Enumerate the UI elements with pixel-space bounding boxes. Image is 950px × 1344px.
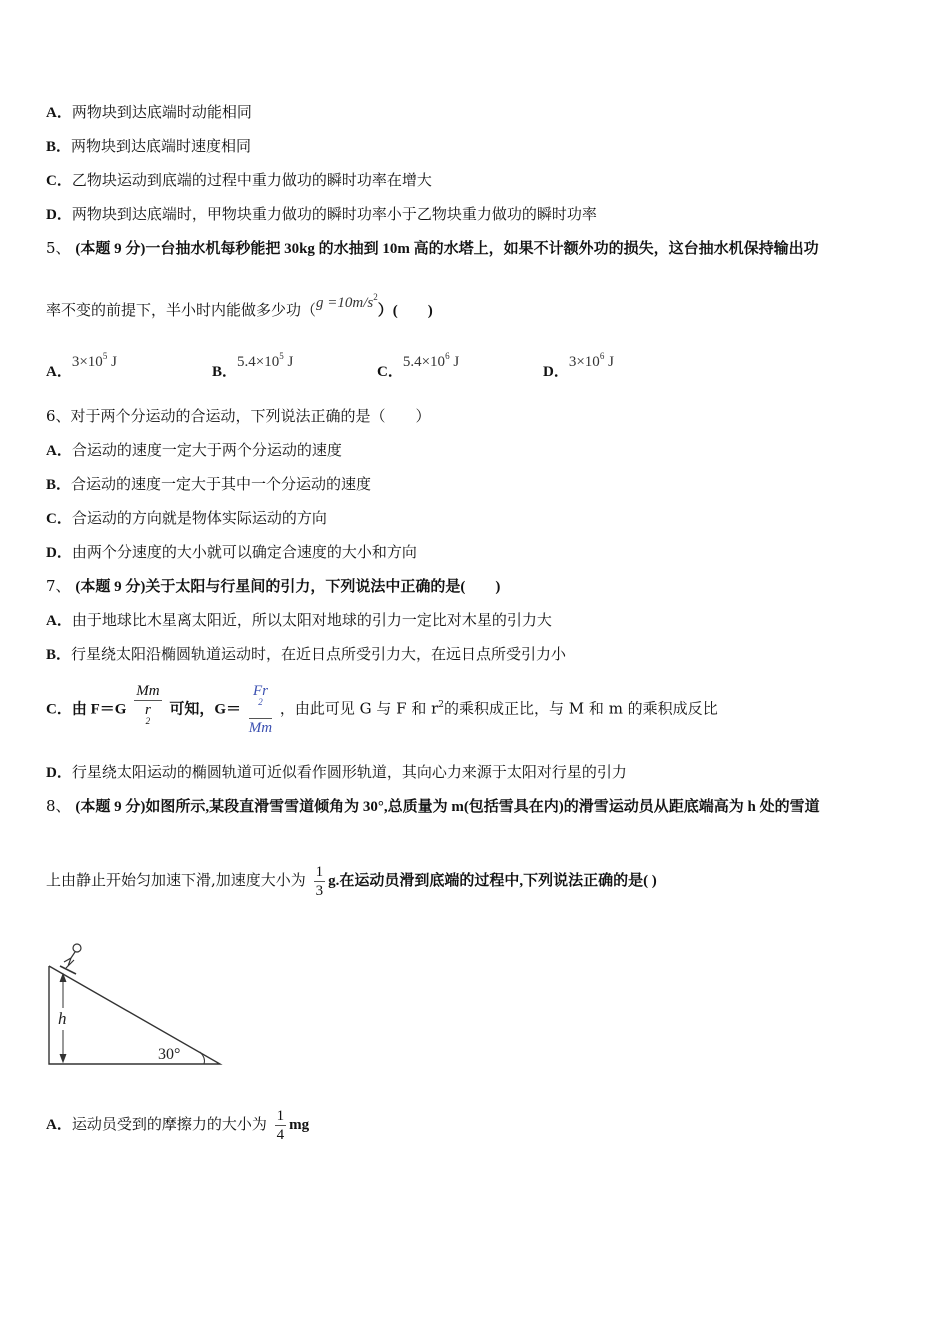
q4-option-a: A．两物块到达底端时动能相同 xyxy=(46,103,252,121)
q5-option-b: B．$5.4\times 10^5$ J xyxy=(212,351,294,380)
slope-diagram xyxy=(44,938,230,1072)
q5-stem-line1: 5、 (本题 9 分)一台抽水机每秒能把 30kg 的水抽到 10m 高的水塔上，如果不计额外功的损失，这台抽水机保持输出功 xyxy=(46,239,819,257)
fraction-one-third: $\frac{1}{3}$ xyxy=(315,863,324,899)
fraction-one-quarter: $\frac{1}{4}$ xyxy=(276,1107,285,1143)
q6-option-a: A．合运动的速度一定大于两个分运动的速度 xyxy=(46,441,342,459)
angle-arc xyxy=(200,1052,205,1064)
q6-option-c: C．合运动的方向就是物体实际运动的方向 xyxy=(46,509,327,527)
skier-icon xyxy=(60,944,81,974)
q5-option-d: D．$3\times 10^6$ J xyxy=(543,351,614,380)
q8-stem-line1: 8、 (本题 9 分)如图所示,某段直滑雪雪道倾角为 30°,总质量为 m(包括雪具在内)的滑雪运动员从距底端高为 h 处的雪道 xyxy=(46,797,820,815)
q7-option-a: A．由于地球比木星离太阳近，所以太阳对地球的引力一定比对木星的引力大 xyxy=(46,611,552,629)
q7-stem: 7、 (本题 9 分)关于太阳与行星间的引力，下列说法中正确的是( ) xyxy=(46,577,501,595)
q4-option-d: D．两物块到达底端时，甲物块重力做功的瞬时功率小于乙物块重力做功的瞬时功率 xyxy=(46,205,597,223)
q6-option-d: D．由两个分速度的大小就可以确定合速度的大小和方向 xyxy=(46,543,417,561)
q7-option-b: B．行星绕太阳沿椭圆轨道运动时，在近日点所受引力大，在远日点所受引力小 xyxy=(46,645,567,663)
q7-option-c: C．由 F＝G Mm r 2 可知，G＝ Fr 2 Mm ，由此可见 G 与 F 和 $r^2$的乘积成正比，与 M 和 m 的乘积成反比 xyxy=(46,683,718,736)
angle-label: 30° xyxy=(158,1046,181,1063)
q8-option-a: A．运动员受到的摩擦力的大小为 $\frac{1}{4}$ mg xyxy=(46,1107,310,1143)
q7-option-d: D．行星绕太阳运动的椭圆轨道可近似看作圆形轨道，其向心力来源于太阳对行星的引力 xyxy=(46,763,627,781)
fraction-fr2-over-mm: Fr 2 Mm xyxy=(248,683,273,736)
q5-stem-line2: 率不变的前提下，半小时内能做多少功$(g =10m/s^2)$( ) xyxy=(46,292,433,319)
fraction-mm-over-r2: Mm r 2 xyxy=(136,683,160,726)
q4-option-c: C．乙物块运动到底端的过程中重力做功的瞬时功率在增大 xyxy=(46,171,432,189)
q5-option-c: C．$5.4\times 10^6$ J xyxy=(377,351,460,380)
q8-stem-line2: 上由静止开始匀加速下滑,加速度大小为 $\frac{1}{3}$ g.在运动员滑到底端的过程中,下列说法正确的是( ) xyxy=(46,863,657,899)
q4-option-b: B．两物块到达底端时速度相同 xyxy=(46,137,252,155)
height-label: h xyxy=(58,1009,67,1028)
slope-triangle xyxy=(49,966,220,1064)
q5-option-a: A．$3\times 10^5$ J xyxy=(46,351,117,380)
q6-option-b: B．合运动的速度一定大于其中一个分运动的速度 xyxy=(46,475,372,493)
q6-stem: 6、对于两个分运动的合运动，下列说法正确的是（ ） xyxy=(46,407,431,425)
